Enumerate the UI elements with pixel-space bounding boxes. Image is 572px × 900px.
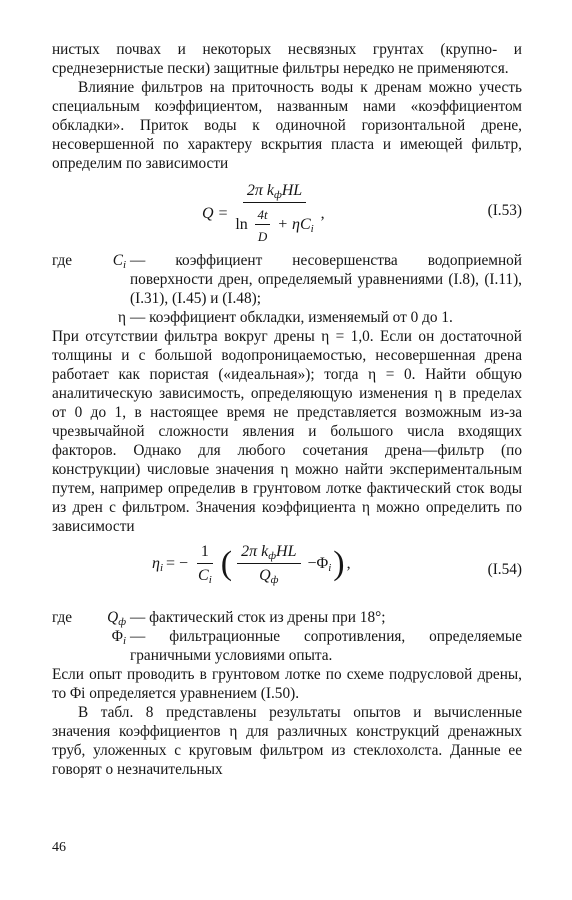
paragraph-5: В табл. 8 представлены результаты опытов и вычисленные значения коэффициентов η для различных конструкций дренажных труб, уложенных с круговым фильтром из стеклохолста. Данные ее говорят о незначительных [52, 704, 522, 778]
eq1-numerator: 2π k [246, 182, 274, 199]
definition-eta: η — коэффициент обкладки, изменяемый от 0 до 1. [118, 309, 453, 326]
equation-number-i53: (I.53) [487, 202, 522, 219]
paragraph-4: Если опыт проводить в грунтовом лотке по схеме подрусловой дрены, то Φi определяется уравнением (I.50). [52, 666, 522, 702]
definition-phi: $\Phi_i$ — фильтрационные сопротивления, определяемые граничными условиями опыта. [111, 628, 522, 664]
left-paren: ( [220, 544, 233, 582]
eq1-lhs: Q = [202, 205, 229, 222]
equation-number-i54: (I.54) [487, 561, 522, 578]
definitions-list-1 [52, 251, 522, 327]
equation-i53: Q = 2π $k_фHL$ ln $\frac{4t}{D}$ + $\eta C_i$ , (I.53) [202, 182, 522, 244]
eq1-fraction: 2π $k_фHL$ ln $\frac{4t}{D}$ + $\eta C_i$ [235, 182, 314, 244]
eq2-inner-fraction: $\frac{2\pi k_фHL}{Q_ф}$ [237, 542, 300, 585]
definition-qf: где $Q_ф$ — фактический сток из дрены при 18°; [52, 609, 386, 628]
paragraph-1: нистых почвах и некоторых несвязных грунтах (крупно- и среднезернистые пески) защитные фильтры нередко не применяются. [52, 41, 522, 77]
definition-ci: где $C_i$ — коэффициент несовершенства водоприемной поверхности дрен, определяемый уравнениями (I.8), (I.11), (I.31), (I.45) и (I.48); [52, 252, 522, 307]
paragraph-3: При отсутствии фильтра вокруг дрены η = 1,0. Если он достаточной толщины и с большой водопроницаемостью, несовершенная дрена работает как пористая («идеальная»); тогда η = 0. Найти общую аналитическую зависимость, определяющую изменения η в пределах от 0 до 1, в настоящее время не представляется возможным из-за чрезвычайной сложности явления и большого числа входящих факторов. Однако для любого сочетания дрена—фильтр (по конструкции) числовые значения η можно найти экспериментальным путем, например определив в грунтовом лотке фактический сток воды из дрен с фильтром. Значения коэффициента η можно определить по зависимости [52, 328, 522, 535]
eq2-lhs: $\eta_i$ [152, 555, 163, 574]
definitions-list-2 [52, 608, 522, 665]
page-number: 46 [52, 840, 66, 855]
right-paren: ) [333, 544, 345, 582]
eq1-den-fraction: $\frac{4t}{D}$ [257, 207, 268, 244]
eq1-den-tail: + ηC [277, 216, 311, 234]
book-page [52, 40, 522, 779]
eq1-den-ln: ln [235, 216, 248, 234]
equation-i54: $\eta_i$ = − $\frac{1}{C_i}$ ( $\frac{2\pi k_фHL}{Q_ф}$ $-\Phi_i$ ) , (I.54) [152, 543, 522, 586]
eq2-coefficient: $\frac{1}{C_i}$ [198, 543, 212, 586]
paragraph-2: Влияние фильтров на приточность воды к дренам можно учесть специальным коэффициентом, названным нами «коэффициентом обкладки». Приток воды к одиночной горизонтальной дрене, несовершенной по характеру вскрытия пласта и имеющей фильтр, определим по зависимости [52, 79, 522, 172]
